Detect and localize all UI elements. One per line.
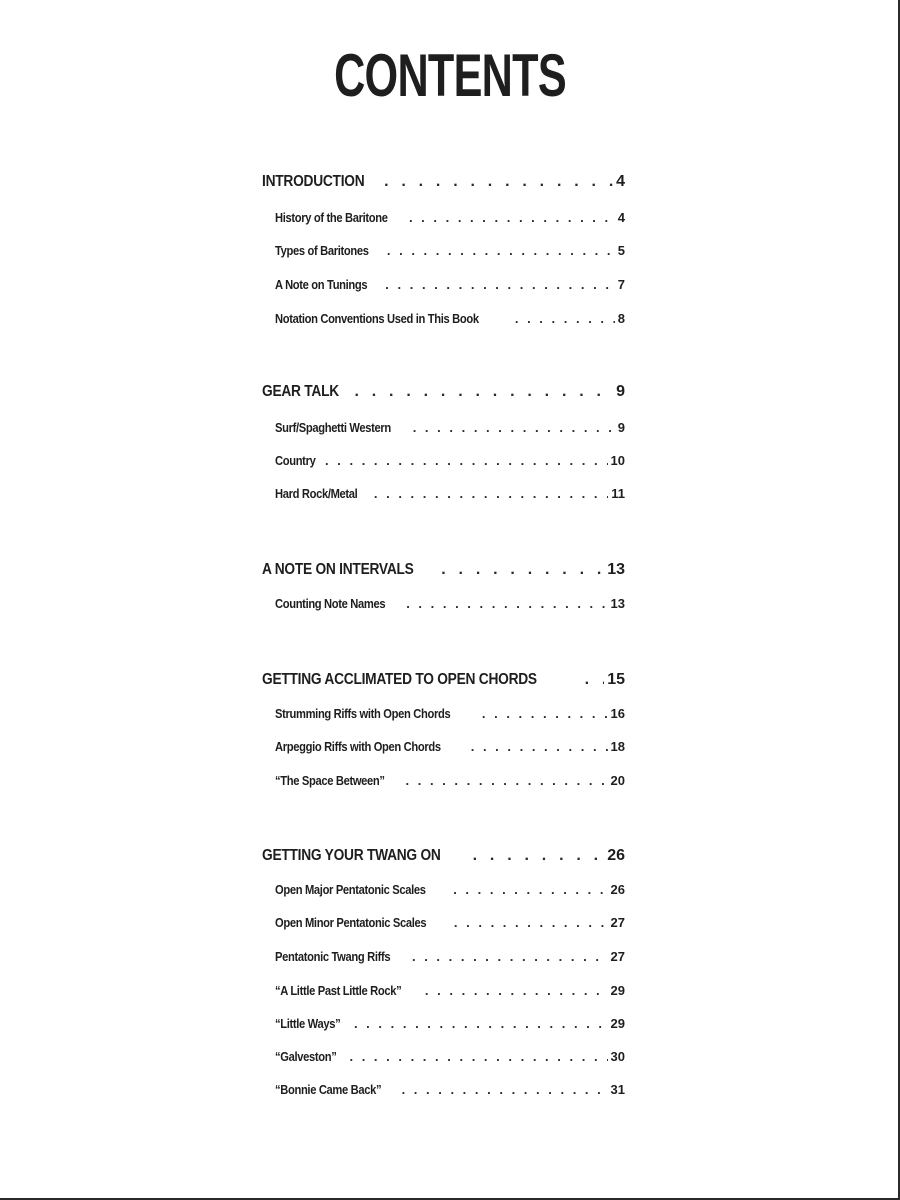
- toc-page-number: 26: [610, 882, 625, 897]
- toc-entry-label: “A Little Past Little Rock”: [275, 983, 402, 998]
- toc-page-number: 27: [610, 915, 625, 930]
- toc-page-number: 27: [610, 949, 625, 964]
- toc-page-number: 31: [610, 1082, 625, 1097]
- toc-entry-label: Strumming Riffs with Open Chords: [275, 706, 451, 721]
- dot-leader: [471, 739, 608, 754]
- toc-entry[interactable]: [275, 915, 625, 930]
- toc-entry-label: Arpeggio Riffs with Open Chords: [275, 739, 441, 754]
- toc-section-getting-your-twang-on[interactable]: [262, 847, 625, 865]
- toc-entry-label: “The Space Between”: [275, 773, 385, 788]
- toc-entry[interactable]: [275, 420, 625, 435]
- dot-leader: [354, 383, 613, 401]
- toc-page-number: 13: [610, 596, 625, 611]
- dot-leader: [515, 311, 615, 326]
- dot-leader: [349, 1049, 607, 1064]
- toc-page-number: 16: [610, 706, 625, 721]
- toc-entry-label: Open Major Pentatonic Scales: [275, 882, 426, 897]
- dot-leader: [585, 671, 605, 689]
- toc-entry[interactable]: [275, 1082, 625, 1097]
- toc-section-label: A NOTE ON INTERVALS: [262, 561, 414, 578]
- toc-entry[interactable]: [275, 773, 625, 788]
- toc-page-number: 29: [610, 1016, 625, 1031]
- dot-leader: [441, 561, 604, 579]
- dot-leader: [402, 1082, 608, 1097]
- toc-page-number: 20: [610, 773, 625, 788]
- dot-leader: [387, 243, 615, 258]
- toc-entry-label: A Note on Tunings: [275, 277, 368, 292]
- toc-entry[interactable]: [275, 596, 625, 611]
- dot-leader: [406, 596, 607, 611]
- toc-entry[interactable]: [275, 949, 625, 964]
- toc-page-number: 13: [607, 561, 625, 578]
- toc-section-a-note-on-intervals[interactable]: [262, 561, 625, 579]
- toc-page-number: 11: [611, 486, 625, 501]
- toc-page-number: 4: [616, 173, 625, 190]
- toc-page-number: 7: [617, 277, 625, 292]
- dot-leader: [482, 706, 608, 721]
- toc-entry-label: Types of Baritones: [275, 243, 369, 258]
- toc-section-label: GETTING ACCLIMATED TO OPEN CHORDS: [262, 671, 537, 688]
- toc-page-number: 30: [610, 1049, 625, 1064]
- dot-leader: [354, 1016, 608, 1031]
- toc-page-number: 4: [617, 210, 625, 225]
- toc-entry[interactable]: [275, 1049, 625, 1064]
- toc-section-gear-talk[interactable]: [262, 383, 625, 401]
- toc-entry[interactable]: [275, 983, 625, 998]
- toc-entry-label: Notation Conventions Used in This Book: [275, 311, 479, 326]
- toc-entry[interactable]: [275, 243, 625, 258]
- toc-entry-label: Country: [275, 453, 316, 468]
- toc-page-number: 5: [617, 243, 625, 258]
- toc-section-label: INTRODUCTION: [262, 173, 365, 190]
- toc-section-label: GETTING YOUR TWANG ON: [262, 847, 441, 864]
- toc-page-number: 8: [617, 311, 625, 326]
- dot-leader: [374, 486, 608, 501]
- toc-page-number: 29: [610, 983, 625, 998]
- toc-entry-label: History of the Baritone: [275, 210, 388, 225]
- toc-entry[interactable]: [275, 277, 625, 292]
- toc-entry-label: “Bonnie Came Back”: [275, 1082, 382, 1097]
- dot-leader: [409, 210, 615, 225]
- toc-entry[interactable]: [275, 706, 625, 721]
- dot-leader: [325, 453, 608, 468]
- toc-entry[interactable]: [275, 453, 625, 468]
- toc-section-getting-acclimated-to-open-chords[interactable]: [262, 671, 625, 689]
- toc-section-label: GEAR TALK: [262, 383, 339, 400]
- toc-entry-label: “Galveston”: [275, 1049, 337, 1064]
- dot-leader: [412, 949, 608, 964]
- toc-entry-label: Pentatonic Twang Riffs: [275, 949, 391, 964]
- toc-page-number: 9: [616, 383, 625, 400]
- toc-page-number: 9: [617, 420, 625, 435]
- toc-entry-label: Counting Note Names: [275, 596, 386, 611]
- toc-entry-label: Hard Rock/Metal: [275, 486, 358, 501]
- dot-leader: [406, 773, 608, 788]
- toc-entry[interactable]: [275, 1016, 625, 1031]
- toc-section-introduction[interactable]: [262, 173, 625, 191]
- toc-entry-label: Open Minor Pentatonic Scales: [275, 915, 427, 930]
- toc-page-number: 15: [607, 671, 625, 688]
- toc-page-number: 10: [610, 453, 625, 468]
- page-title: CONTENTS: [334, 42, 566, 109]
- dot-leader: [453, 882, 607, 897]
- dot-leader: [385, 277, 614, 292]
- dot-leader: [413, 420, 615, 435]
- dot-leader: [384, 173, 613, 191]
- toc-entry[interactable]: [275, 486, 625, 501]
- dot-leader: [473, 847, 605, 865]
- toc-entry-label: “Little Ways”: [275, 1016, 341, 1031]
- toc-page-number: 26: [607, 847, 625, 864]
- dot-leader: [425, 983, 608, 998]
- toc-entry[interactable]: [275, 882, 625, 897]
- toc-entry[interactable]: [275, 739, 625, 754]
- dot-leader: [454, 915, 608, 930]
- toc-entry[interactable]: [275, 210, 625, 225]
- toc-entry[interactable]: [275, 311, 625, 326]
- toc-page-number: 18: [610, 739, 625, 754]
- toc-entry-label: Surf/Spaghetti Western: [275, 420, 391, 435]
